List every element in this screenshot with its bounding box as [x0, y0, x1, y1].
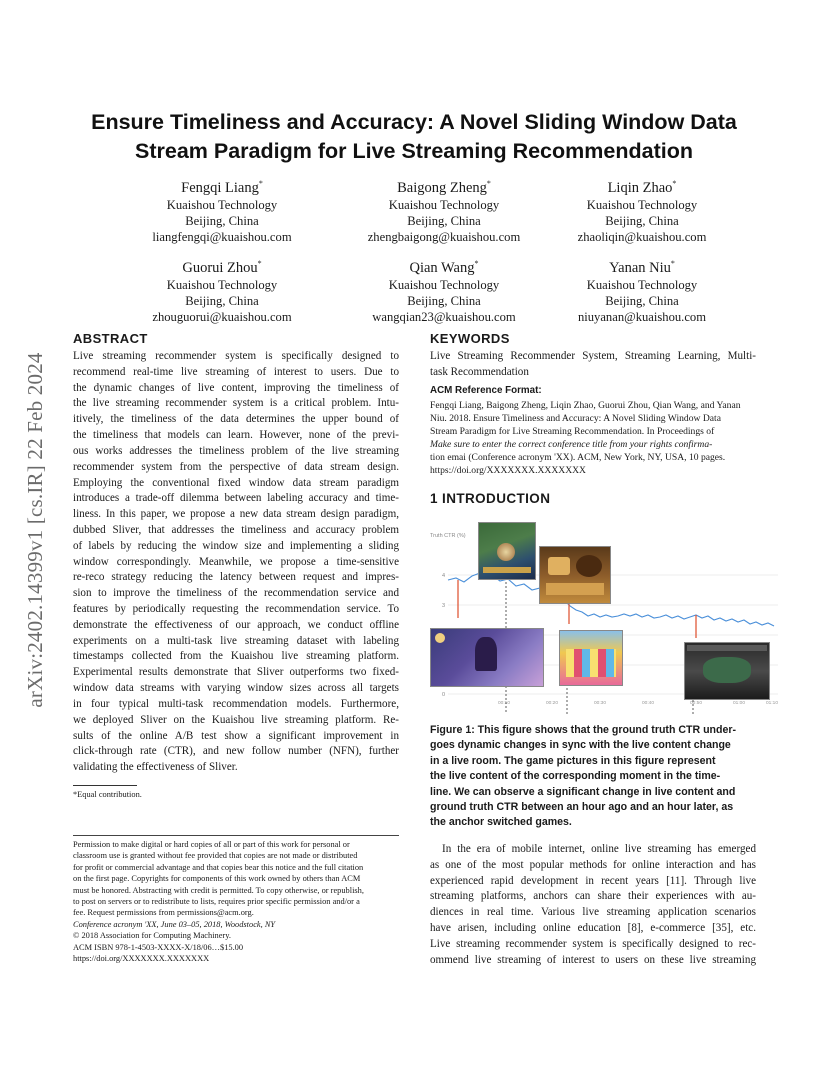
introduction-heading: 1 INTRODUCTION: [430, 491, 551, 506]
author-name: [527, 255, 757, 277]
permission-line: fee. Request permissions from permissions@acm.org.: [73, 908, 254, 918]
author-email: zhaoliqin@kuaishou.com: [577, 229, 707, 244]
author-entry: [527, 255, 757, 325]
author-name-text: Fengqi Liang: [181, 179, 259, 196]
abstract-line: sion to improve the timeliness of the recommendation service and: [73, 587, 399, 600]
acm-ref-line: Make sure to enter the correct conference title from your rights confirma-: [430, 439, 713, 450]
permission-line: to post on servers or to redistribute to lists, requires prior specific permission and/or a: [73, 897, 360, 907]
author-name: [527, 175, 757, 197]
acm-reference: [430, 399, 760, 477]
title-line: Ensure Timeliness and Accuracy: A Novel Sliding Window Data: [91, 110, 737, 134]
x-tick-label: 01:10: [766, 701, 779, 706]
permission-line: for profit or commercial advantage and that copies bear this notice and the full citation: [73, 862, 364, 872]
permission-line: must be honored. Abstracting with credit is permitted. To copy otherwise, or republish,: [73, 885, 364, 895]
game-thumbnail-3: [430, 628, 544, 687]
abstract-line: itively, the timeliness of the data determines the upper bound of: [73, 413, 399, 426]
y-tick-label: 0: [442, 692, 446, 698]
author-affiliation: Kuaishou Technology: [166, 277, 278, 292]
abstract-heading: ABSTRACT: [73, 331, 148, 346]
author-name: [329, 175, 559, 197]
author-location: Beijing, China: [185, 213, 259, 228]
game-thumbnail-2: [539, 546, 611, 604]
permission-line: Permission to make digital or hard copies of all or part of this work for personal or: [73, 840, 350, 849]
caption-line: in a live room. The game pictures in this figure represent: [430, 754, 716, 767]
caption-line: Figure 1: This figure shows that the ground truth CTR under-: [430, 724, 737, 736]
abstract-line: sults of the online A/B test show a significant improvement in: [73, 729, 399, 742]
abstract-body: [73, 349, 399, 776]
abstract-line: introduces a trade-off dilemma between labeling accuracy and time-: [73, 492, 399, 505]
caption-line: ground truth CTR between an hour ago and an hour later, as: [430, 801, 734, 814]
introduction-body: [430, 842, 756, 969]
author-location: Beijing, China: [407, 213, 481, 228]
intro-line: ommend live streaming of interest to users on these live streaming: [430, 953, 756, 966]
author-email: liangfengqi@kuaishou.com: [152, 229, 292, 244]
equal-contribution-mark: *: [672, 179, 677, 188]
keywords-list: [430, 349, 756, 381]
acm-ref-line: https://doi.org/XXXXXXX.XXXXXXX: [430, 465, 586, 476]
author-entry: [107, 175, 337, 245]
abstract-line: of labels by reducing the window size and implementing a sliding: [73, 539, 399, 552]
caption-line: the live content of the corresponding moment in the time-: [430, 770, 721, 783]
abstract-line: experiments on a multi-task live streaming dataset with labeling: [73, 634, 399, 647]
author-affiliation: Kuaishou Technology: [586, 277, 698, 292]
permission-line: https://doi.org/XXXXXXX.XXXXXXX: [73, 954, 210, 964]
x-tick-label: 00:30: [594, 701, 607, 706]
author-email: zhengbaigong@kuaishou.com: [367, 229, 521, 244]
permission-line: © 2018 Association for Computing Machinery.: [73, 931, 231, 941]
keyword-line: Live Streaming Recommender System, Streaming Learning, Multi-: [430, 350, 756, 362]
author-email: wangqian23@kuaishou.com: [372, 309, 516, 324]
author-location: Beijing, China: [407, 293, 481, 308]
abstract-line: recommend real-time live streaming of interest to users. Due to: [73, 365, 399, 378]
permission-notice: [73, 839, 403, 964]
author-affiliation: Kuaishou Technology: [388, 197, 500, 212]
caption-line: line. We can observe a significant change in live content and: [430, 785, 736, 798]
equal-contribution-mark: *: [258, 179, 263, 188]
game-thumbnail-4: [559, 630, 623, 686]
title-line: Stream Paradigm for Live Streaming Recommendation: [135, 139, 693, 163]
x-tick-label: 00:50: [690, 701, 703, 706]
author-email: niuyanan@kuaishou.com: [577, 309, 707, 324]
abstract-line: liness. In this paper, we propose a new data stream design paradigm,: [73, 508, 399, 521]
author-affiliation: Kuaishou Technology: [586, 197, 698, 212]
author-entry: [107, 255, 337, 325]
intro-line: experienced rapid development in recent years [11]. Through live: [430, 874, 756, 887]
x-tick-label: 00:10: [498, 701, 511, 706]
author-email: zhouguorui@kuaishou.com: [152, 309, 292, 324]
game-thumbnail-1: [478, 522, 536, 580]
x-tick-label: 01:00: [733, 701, 746, 706]
abstract-line: timestamps collected from the Kuaishou live streaming platform.: [73, 650, 399, 663]
abstract-line: re-reco strategy reducing the latency between request and impres-: [73, 571, 399, 584]
equal-contribution-mark: *: [257, 259, 262, 268]
abstract-line: recommender system from the perspective of data stream design.: [73, 460, 399, 473]
ctr-line: [448, 573, 774, 626]
abstract-line: the live streaming recommender system is a critical problem. Intu-: [73, 397, 399, 410]
author-name-text: Qian Wang: [409, 259, 475, 276]
figure-1: [428, 518, 782, 714]
author-location: Beijing, China: [605, 213, 679, 228]
equal-contribution-mark: *: [474, 259, 479, 268]
author-affiliation: Kuaishou Technology: [166, 197, 278, 212]
permission-line: ACM ISBN 978-1-4503-XXXX-X/18/06…$15.00: [73, 942, 244, 952]
abstract-line: window correspondingly. Meanwhile, we propose a time-sensitive: [73, 555, 399, 568]
abstract-line: Employing the conventional fixed window data stream paradigm: [73, 476, 399, 489]
intro-line: as one of the most popular methods for online interaction and has: [430, 858, 756, 871]
author-name: [107, 175, 337, 197]
abstract-line: ous works addresses the timeliness problem of the live streaming: [73, 444, 399, 457]
abstract-line: validating the effectiveness of Sliver.: [73, 761, 238, 774]
x-tick-label: 00:20: [546, 701, 559, 706]
abstract-line: the dynamic changes of live content, improving the timeliness of: [73, 381, 399, 394]
game-thumbnail-5: [684, 642, 770, 700]
abstract-line: in four typical multi-task recommendation models. Furthermore,: [73, 697, 399, 710]
acm-ref-heading: ACM Reference Format:: [430, 385, 542, 396]
intro-line: have arisen, including online education [8], e-commerce [35], etc.: [430, 922, 756, 935]
intro-line: Live streaming recommender system is specifically designed to rec-: [430, 937, 756, 950]
author-entry: [329, 255, 559, 325]
permission-line: on the first page. Copyrights for components of this work owned by others than ACM: [73, 874, 361, 884]
abstract-line: we deployed Sliver on the Kuaishou live streaming platform. Re-: [73, 713, 399, 726]
intro-line: In the era of mobile internet, online live streaming has emerged: [442, 843, 756, 855]
acm-ref-line: Stream Paradigm for Live Streaming Recommendation. In Proceedings of: [430, 426, 715, 437]
author-name: [107, 255, 337, 277]
y-tick-label: 4: [442, 573, 446, 579]
author-name-text: Liqin Zhao: [607, 179, 673, 196]
author-entry: [527, 175, 757, 245]
author-name-text: Yanan Niu: [609, 259, 671, 276]
keyword-line: task Recommendation: [430, 365, 529, 378]
acm-ref-line: Fengqi Liang, Baigong Zheng, Liqin Zhao, Guorui Zhou, Qian Wang, and Yanan: [430, 400, 741, 411]
paper-title: [60, 108, 768, 166]
intro-line: diences in real time. Various live streaming application scenarios: [430, 906, 756, 919]
footnote: *Equal contribution.: [73, 790, 142, 799]
author-name: [329, 255, 559, 277]
arxiv-identifier: arXiv:2402.14399v1 [cs.IR] 22 Feb 2024: [23, 352, 47, 708]
author-entry: [329, 175, 559, 245]
abstract-line: Live streaming recommender system is specifically designed to: [73, 350, 399, 362]
author-location: Beijing, China: [605, 293, 679, 308]
abstract-line: dubbed Sliver, that addresses the timeliness and accuracy problem: [73, 523, 399, 536]
permission-line: classroom use is granted without fee provided that copies are not made or distributed: [73, 851, 358, 861]
abstract-line: window data streams with varying window sizes across all targets: [73, 682, 399, 695]
abstract-line: the timeliness that models can learn. However, none of the previ-: [73, 429, 399, 442]
figure-caption: [430, 723, 770, 831]
acm-ref-line: tion emai (Conference acronym 'XX). ACM, New York, NY, USA, 10 pages.: [430, 452, 726, 463]
author-name-text: Baigong Zheng: [397, 179, 487, 196]
caption-line: goes dynamic changes in sync with the live content change: [430, 739, 731, 752]
keywords-heading: KEYWORDS: [430, 331, 510, 346]
permission-rule: [73, 835, 399, 836]
author-name-text: Guorui Zhou: [182, 259, 258, 276]
author-affiliation: Kuaishou Technology: [388, 277, 500, 292]
abstract-line: features by periodically requesting the recommendation service. To: [73, 603, 399, 615]
abstract-line: Experimental results demonstrate that Sliver outperforms two fixed-: [73, 666, 399, 679]
caption-line: the anchor switched games.: [430, 816, 572, 829]
acm-ref-line: Niu. 2018. Ensure Timeliness and Accuracy: A Novel Sliding Window Data: [430, 413, 721, 424]
x-tick-label: 00:40: [642, 701, 655, 706]
equal-contribution-mark: *: [670, 259, 675, 268]
intro-line: streaming platforms, anchors can share their experiences with au-: [430, 890, 756, 903]
author-location: Beijing, China: [185, 293, 259, 308]
abstract-line: demonstrate the effectiveness of our approach, we conduct offline: [73, 618, 399, 631]
permission-line: Conference acronym 'XX, June 03–05, 2018, Woodstock, NY: [73, 919, 276, 929]
y-tick-label: 3: [442, 603, 446, 609]
y-axis-label: Truth CTR (%): [430, 533, 466, 539]
footnote-rule: [73, 785, 137, 786]
equal-contribution-mark: *: [486, 179, 491, 188]
abstract-line: click-through rate (CTR), and new follow number (NFN), further: [73, 745, 399, 758]
